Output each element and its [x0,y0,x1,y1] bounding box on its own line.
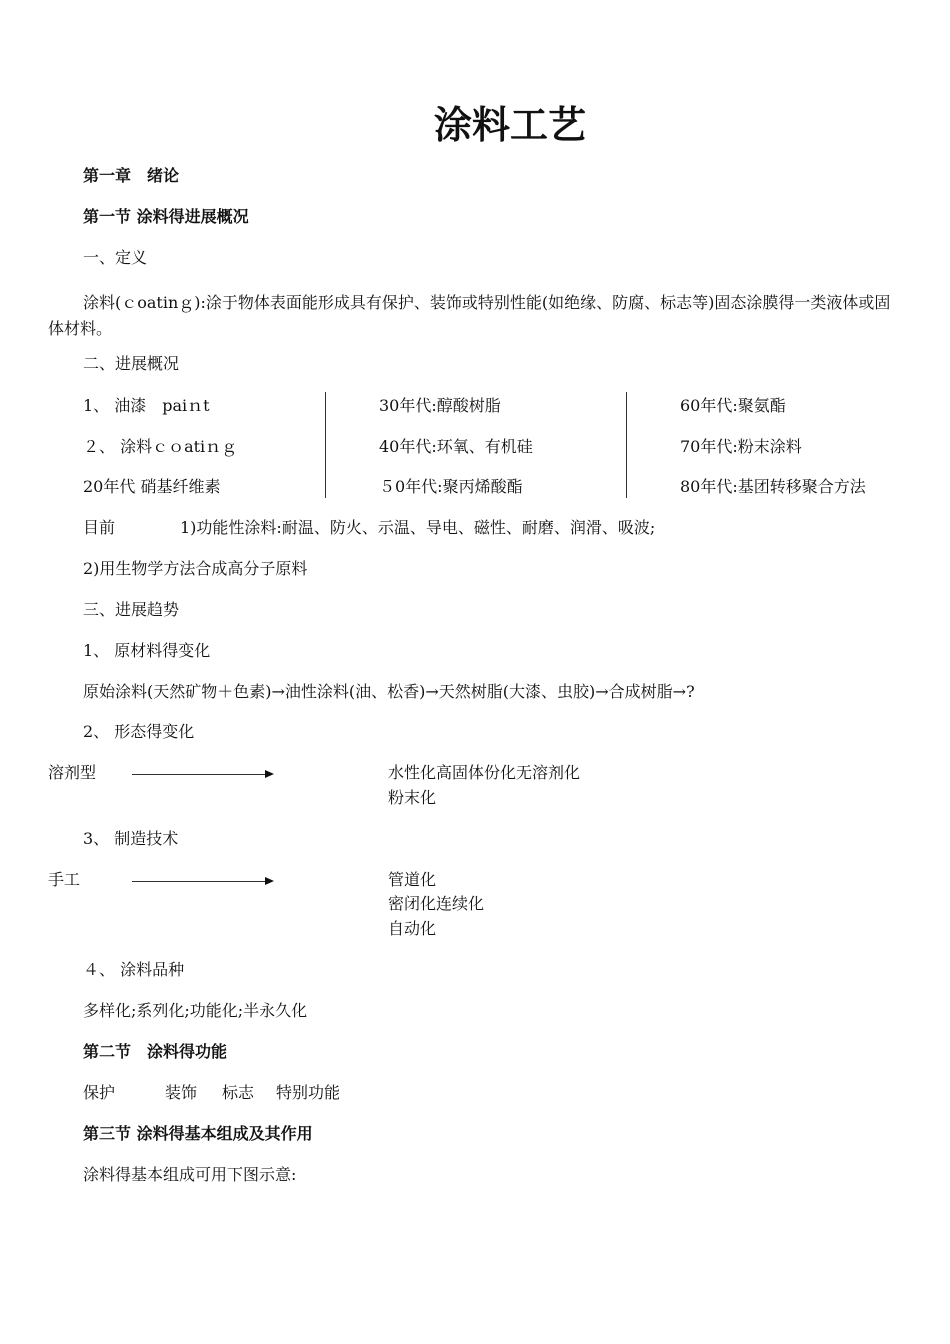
trend3-from-label: 手工 [48,870,81,889]
definition-heading: 一、定义 [83,248,148,267]
current-item-2: 2)用生物学方法合成高分子原料 [83,559,308,578]
history-col1-row1: 1、 油漆 paiｎt [83,396,210,415]
history-heading: 二、进展概况 [83,354,180,373]
trend3-heading: 3、 制造技术 [83,829,179,848]
section3-text: 涂料得基本组成可用下图示意: [83,1165,297,1184]
trend3-to-3: 自动化 [388,919,437,938]
function-decorate: 装饰 [165,1083,198,1102]
trend3-arrow-icon [132,881,272,882]
section1-heading: 第一节 涂料得进展概况 [83,207,249,226]
function-protect: 保护 [83,1083,116,1102]
section3-heading: 第三节 涂料得基本组成及其作用 [83,1124,313,1143]
trend1-heading: 1、 原材料得变化 [83,641,211,660]
definition-text: 涂料(ｃoatinｇ):涂于物体表面能形成具有保护、装饰或特别性能(如绝缘、防腐、标志等)固态涂膜得一类液体或固体材料。 [48,293,891,338]
trend2-to-1: 水性化高固体份化无溶剂化 [388,763,581,782]
trend2-arrow-icon [132,774,272,775]
trend3-to-2: 密闭化连续化 [388,894,485,913]
page-title: 涂料工艺 [433,103,586,147]
trend3-to-1: 管道化 [388,870,437,889]
section2-heading: 第二节 涂料得功能 [83,1042,228,1061]
trend4-heading: ４、 涂料品种 [83,960,185,979]
trend2-from-label: 溶剂型 [48,763,97,782]
trend4-text: 多样化;系列化;功能化;半永久化 [83,1001,308,1020]
trend2-to-2: 粉末化 [388,788,437,807]
function-mark: 标志 [222,1083,255,1102]
current-label: 目前 [83,518,116,537]
history-divider-1 [325,392,326,498]
history-col2-row1: 30年代:醇酸树脂 [379,396,501,415]
history-col1-row3: 20年代 硝基纤维素 [83,477,221,496]
history-col2-row3: ５0年代:聚丙烯酸酯 [379,477,523,496]
history-col3-row3: 80年代:基团转移聚合方法 [680,477,866,496]
function-special: 特别功能 [276,1083,341,1102]
trend-heading: 三、进展趋势 [83,600,180,619]
history-divider-2 [626,392,627,498]
history-col1-row2: ２、 涂料ｃｏatiｎｇ [83,437,238,456]
trend2-heading: 2、 形态得变化 [83,722,195,741]
current-item-1: 1)功能性涂料:耐温、防火、示温、导电、磁性、耐磨、润滑、吸波; [180,518,656,537]
history-col2-row2: 40年代:环氧、有机硅 [379,437,533,456]
history-col3-row1: 60年代:聚氨酯 [680,396,786,415]
history-col3-row2: 70年代:粉末涂料 [680,437,802,456]
trend1-text: 原始涂料(天然矿物＋色素)→油性涂料(油、松香)→天然树脂(大漆、虫胶)→合成树脂→? [83,682,695,701]
chapter-heading: 第一章 绪论 [83,166,180,185]
